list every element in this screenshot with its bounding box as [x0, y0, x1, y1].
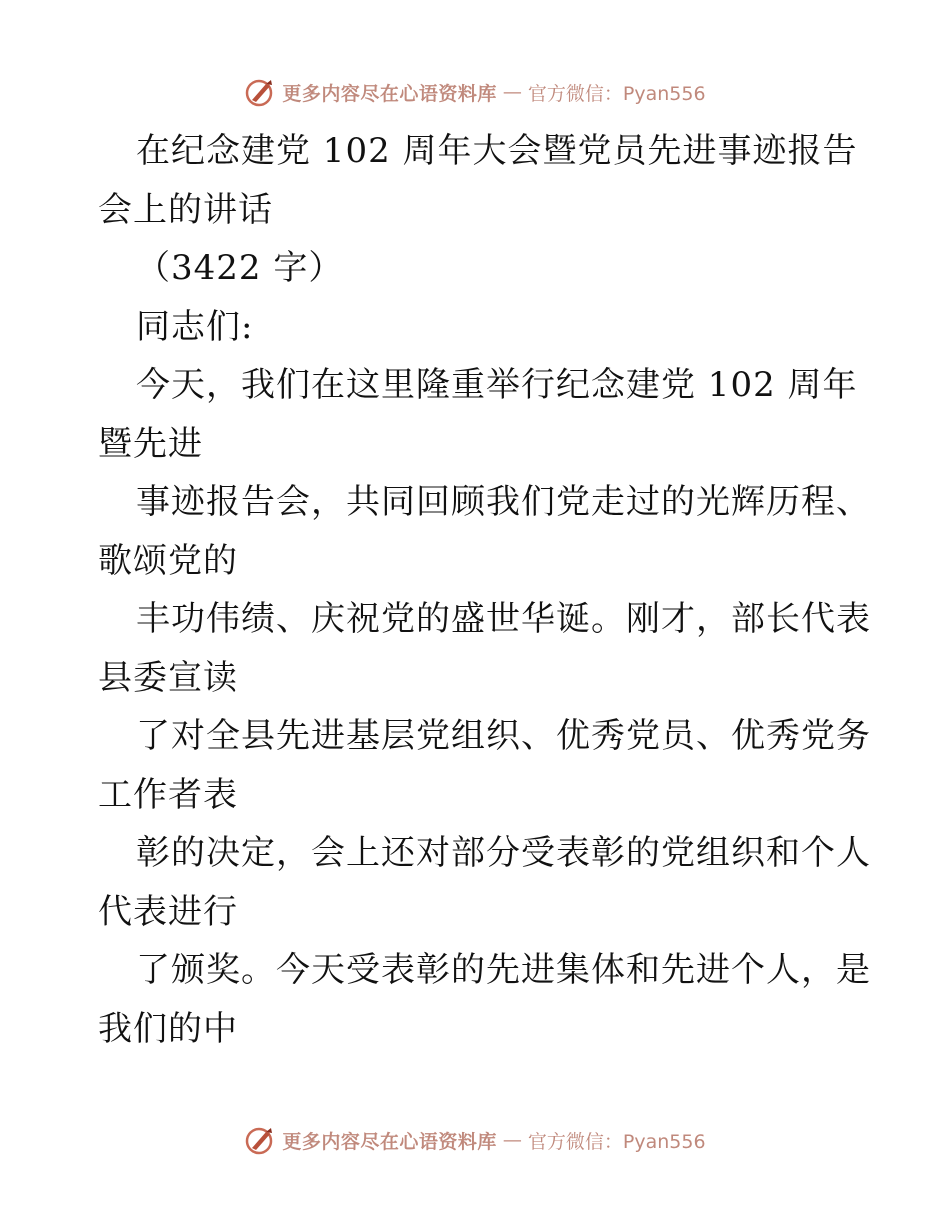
header-watermark	[0, 72, 950, 112]
watermark-wechat: 官方微信：Pyan556	[527, 1130, 706, 1153]
text-line: 我们的中	[98, 1008, 238, 1049]
pen-logo-icon	[244, 76, 276, 108]
pen-logo-icon	[244, 1124, 276, 1156]
text-line: 代表进行	[98, 891, 238, 932]
text-line: 县委宣读	[98, 657, 238, 698]
document-body	[98, 122, 871, 1058]
text-line: 今天，我们在这里隆重举行纪念建党 102 周年	[136, 365, 858, 405]
watermark-text: 更多内容尽在心语资料库	[282, 82, 497, 105]
text-line: 歌颂党的	[98, 540, 238, 581]
watermark-text: 更多内容尽在心语资料库	[282, 1130, 497, 1153]
watermark-dash: —	[502, 81, 522, 103]
text-line: 在纪念建党 102 周年大会暨党员先进事迹报告	[136, 131, 858, 171]
text-line: 会上的讲话	[98, 189, 273, 230]
text-line: 同志们:	[136, 306, 254, 347]
text-line: 工作者表	[98, 774, 238, 815]
text-line: 彰的决定，会上还对部分受表彰的党组织和个人	[136, 833, 871, 873]
footer-watermark	[0, 1120, 950, 1160]
text-line: （3422 字）	[136, 248, 344, 288]
watermark-wechat: 官方微信：Pyan556	[527, 82, 706, 105]
watermark-dash: —	[502, 1129, 522, 1151]
text-line: 暨先进	[98, 423, 203, 464]
text-line: 了对全县先进基层党组织、优秀党员、优秀党务	[136, 716, 871, 756]
text-line: 了颁奖。今天受表彰的先进集体和先进个人，是	[136, 950, 871, 990]
text-line: 事迹报告会，共同回顾我们党走过的光辉历程、	[136, 482, 871, 522]
text-line: 丰功伟绩、庆祝党的盛世华诞。刚才，部长代表	[136, 599, 871, 639]
